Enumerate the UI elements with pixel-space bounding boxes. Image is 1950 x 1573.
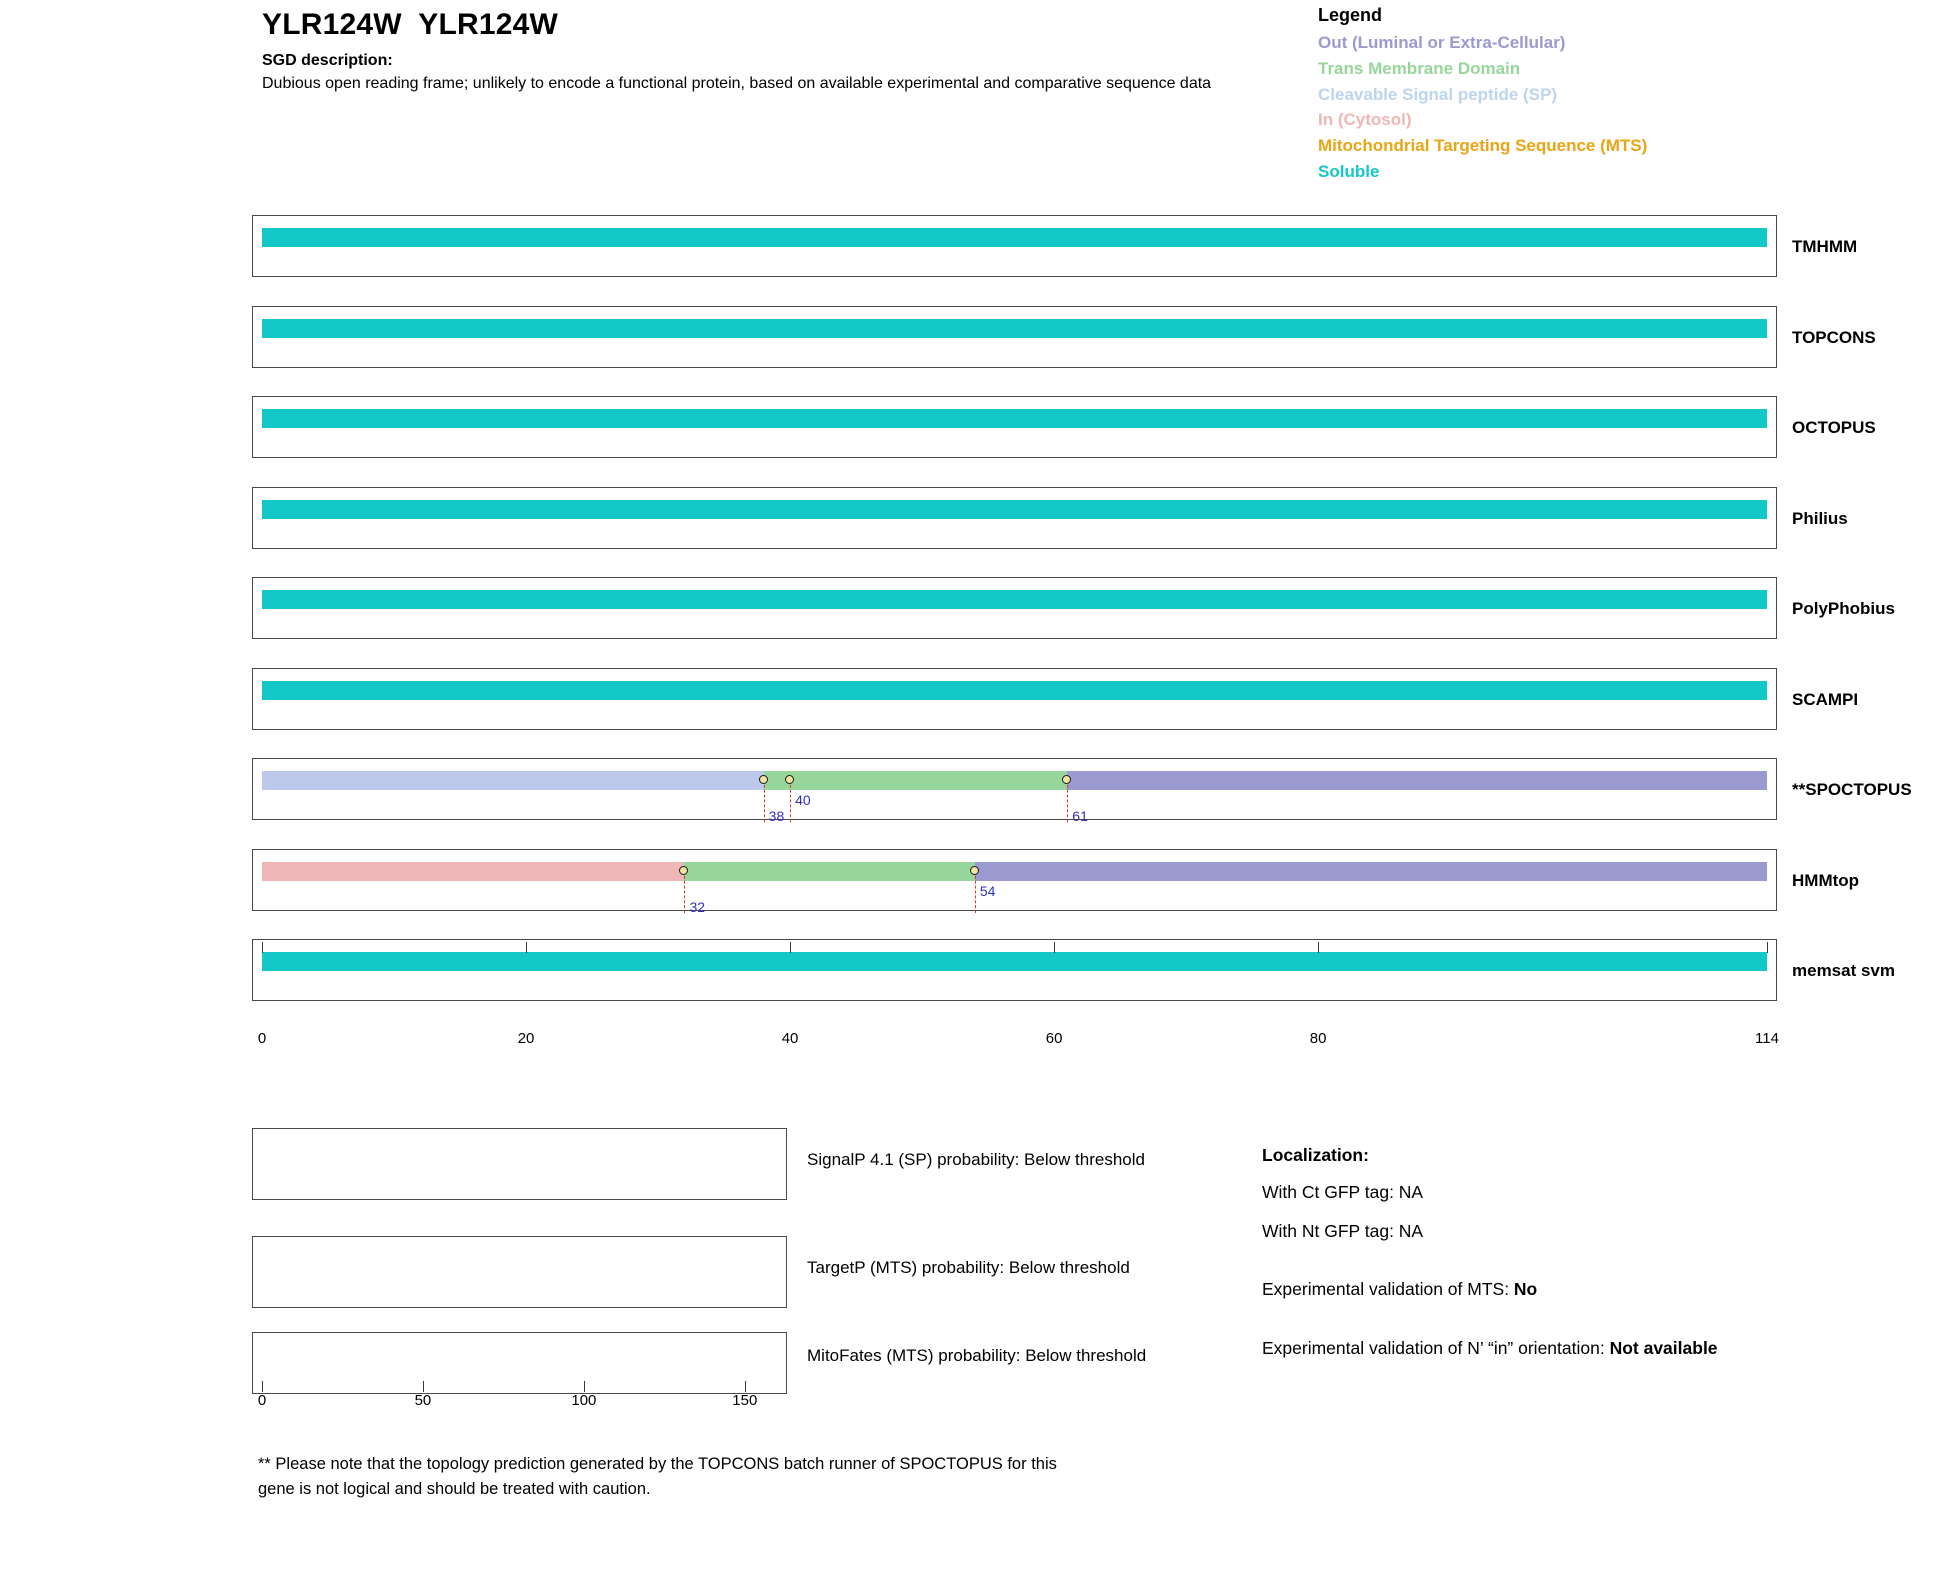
localization-title: Localization: <box>1262 1145 1369 1165</box>
prob-axis-tick-label: 50 <box>414 1392 432 1409</box>
boundary-marker-label: 61 <box>1072 808 1088 824</box>
prob-axis-tick <box>262 1381 263 1392</box>
track-label: memsat svm <box>1792 961 1896 980</box>
legend-item-tm: Trans Membrane Domain <box>1318 58 1521 78</box>
sgd-description-text: Dubious open reading frame; unlikely to encode a functional protein, based on available experimental and comparative sequence data <box>262 75 1212 92</box>
legend-item-mts: Mitochondrial Targeting Sequence (MTS) <box>1318 136 1648 156</box>
signalp-probability-text: SignalP 4.1 (SP) probability: Below threshold <box>807 1150 1145 1169</box>
boundary-marker-label: 40 <box>795 792 811 808</box>
page-title: YLR124W YLR124W <box>262 8 559 41</box>
legend <box>1318 5 1918 185</box>
signalp-plot-box <box>252 1128 787 1200</box>
prob-axis-tick-label: 100 <box>571 1392 597 1409</box>
localization-nt-gfp: With Nt GFP tag: NA <box>1262 1220 1424 1241</box>
sequence-axis <box>252 1030 1777 1070</box>
mts-validation-line <box>1262 1277 1902 1302</box>
axis-tick-label: 60 <box>1045 1030 1063 1047</box>
track-label: PolyPhobius <box>1792 599 1895 618</box>
legend-item-out: Out (Luminal or Extra-Cellular) <box>1318 33 1566 52</box>
segment-tm <box>684 862 974 881</box>
targetp-plot-box <box>252 1236 787 1308</box>
localization-block <box>1262 1145 1902 1374</box>
prob-axis-tick <box>584 1381 585 1392</box>
segment-soluble <box>262 228 1767 247</box>
boundary-marker-line <box>975 871 976 913</box>
segment-soluble <box>262 590 1767 609</box>
segment-soluble <box>262 681 1767 700</box>
axis-tick-label: 114 <box>1755 1030 1779 1047</box>
sgd-description-label: SGD description: <box>262 52 393 69</box>
track-label: TOPCONS <box>1792 327 1876 347</box>
mitofates-probability-text: MitoFates (MTS) probability: Below threshold <box>807 1346 1147 1365</box>
segment-soluble <box>262 500 1767 519</box>
axis-tick <box>262 942 263 953</box>
segment-soluble <box>262 409 1767 428</box>
boundary-marker-line <box>790 780 791 822</box>
axis-tick <box>1318 942 1319 953</box>
prob-axis-tick <box>745 1381 746 1392</box>
axis-tick-label: 40 <box>781 1030 799 1047</box>
boundary-marker-label: 32 <box>689 898 706 915</box>
mts-validation-label: Experimental validation of MTS: <box>1262 1279 1514 1299</box>
segment-out <box>1067 771 1767 790</box>
orientation-validation-label: Experimental validation of N’ “in” orientation: <box>1262 1337 1610 1358</box>
segment-soluble <box>262 952 1767 971</box>
track-label: Philius <box>1792 508 1848 528</box>
axis-tick-label: 20 <box>517 1030 535 1047</box>
segment-out <box>975 862 1767 881</box>
probability-axis <box>252 1392 797 1422</box>
prob-axis-tick <box>423 1381 424 1392</box>
mitofates-plot-box <box>252 1332 787 1394</box>
boundary-marker-point <box>785 775 794 784</box>
boundary-marker-line <box>684 871 685 913</box>
legend-item-sp: Cleavable Signal peptide (SP) <box>1318 84 1558 104</box>
targetp-probability-text: TargetP (MTS) probability: Below threshold <box>807 1258 1130 1277</box>
track-label: OCTOPUS <box>1792 418 1876 437</box>
axis-tick-label: 0 <box>257 1030 267 1047</box>
boundary-marker-line <box>764 780 765 822</box>
footnote: ** Please note that the topology prediction generated by the TOPCONS batch runner of SPOCTOPUS for this gene is not logical and should be treated with caution. <box>258 1455 1057 1498</box>
prob-axis-tick-label: 0 <box>257 1392 267 1409</box>
localization-ct-gfp: With Ct GFP tag: NA <box>1262 1182 1424 1202</box>
axis-tick <box>1767 942 1768 953</box>
boundary-marker-point <box>759 775 768 784</box>
axis-tick-label: 80 <box>1309 1030 1327 1047</box>
boundary-marker-point <box>970 866 979 875</box>
boundary-marker-point <box>679 866 688 875</box>
header <box>262 0 1322 95</box>
segment-in <box>262 862 684 881</box>
track-label: SCAMPI <box>1792 689 1859 709</box>
track-label: TMHMM <box>1792 237 1858 256</box>
legend-item-soluble: Soluble <box>1318 162 1380 182</box>
legend-item-in: In (Cytosol) <box>1318 110 1412 130</box>
boundary-marker-line <box>1067 780 1068 822</box>
mts-validation-value: No <box>1513 1279 1538 1299</box>
track-label: **SPOCTOPUS <box>1792 780 1912 799</box>
axis-tick <box>1054 942 1055 953</box>
segment-sp <box>262 771 764 790</box>
prob-axis-tick-label: 150 <box>732 1392 758 1409</box>
boundary-marker-label: 54 <box>979 882 996 899</box>
legend-title: Legend <box>1318 5 1383 25</box>
boundary-marker-label: 38 <box>768 808 785 824</box>
orientation-validation-line <box>1262 1336 1902 1361</box>
axis-tick <box>790 942 791 953</box>
track-label: HMMtop <box>1792 870 1860 890</box>
segment-tm <box>764 771 1068 790</box>
segment-soluble <box>262 319 1767 338</box>
orientation-validation-value: Not available <box>1609 1337 1718 1358</box>
axis-tick <box>526 942 527 953</box>
